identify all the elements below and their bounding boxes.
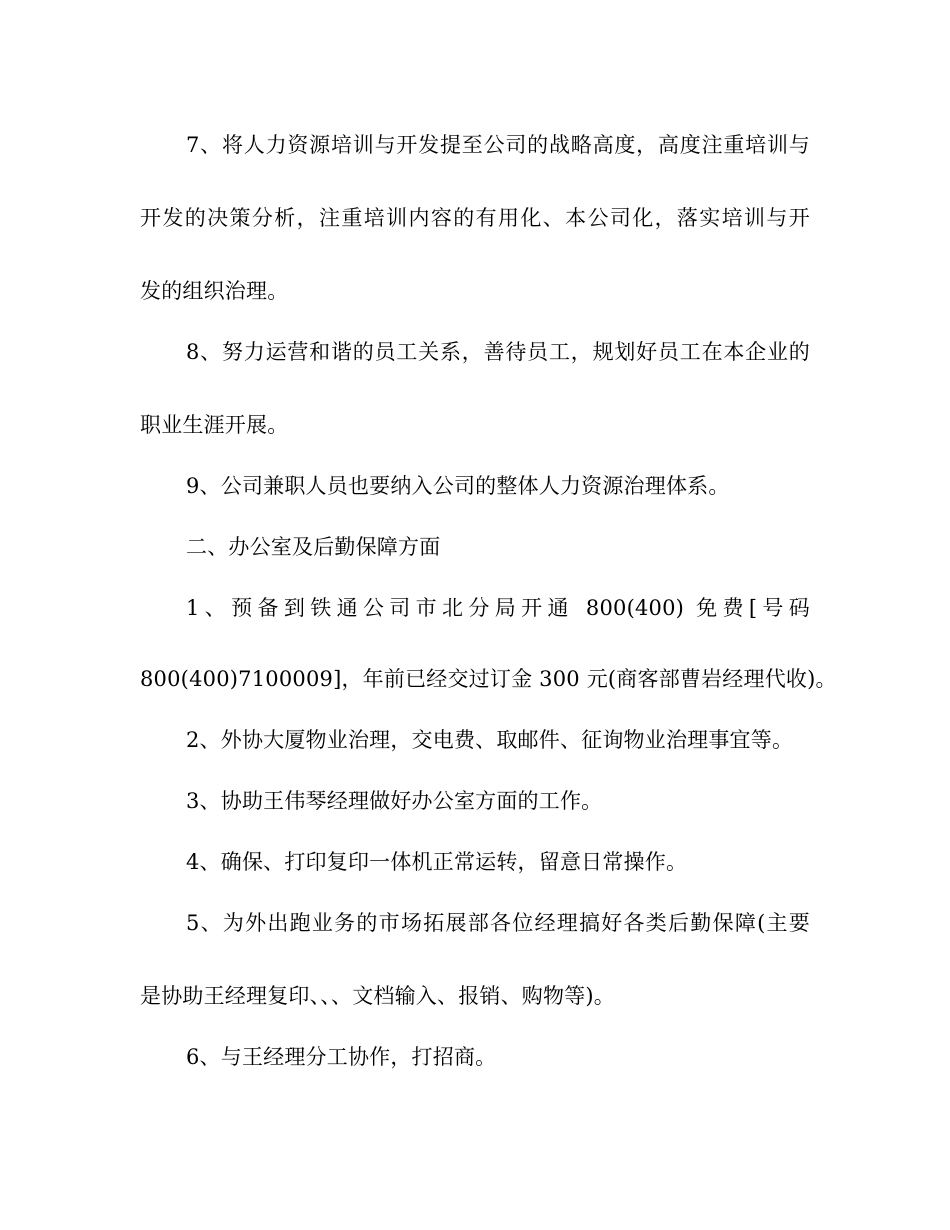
paragraph-line: 9、公司兼职人员也要纳入公司的整体人力资源治理体系。	[186, 474, 730, 498]
paragraph-line: 7、将人力资源培训与开发提至公司的战略高度，高度注重培训与	[186, 133, 810, 157]
paragraph-line: 2、外协大厦物业治理，交电费、取邮件、征询物业治理事宜等。	[186, 728, 794, 752]
paragraph-line: 8、努力运营和谐的员工关系，善待员工，规划好员工在本企业的	[186, 340, 810, 364]
paragraph-line: 3、协助王伟琴经理做好办公室方面的工作。	[186, 789, 603, 813]
paragraph-line: 1、预备到铁通公司市北分局开通 800(400) 免费[号码	[186, 596, 810, 620]
paragraph-line: 发的组织治理。	[140, 279, 289, 303]
section-heading: 二、办公室及后勤保障方面	[186, 535, 441, 559]
paragraph-line: 800(400)7100009]，年前已经交过订金 300 元(商客部曹岩经理代收)。	[140, 667, 837, 691]
paragraph-line: 5、为外出跑业务的市场拓展部各位经理搞好各类后勤保障(主要	[186, 911, 810, 935]
paragraph-line: 开发的决策分析，注重培训内容的有用化、本公司化，落实培训与开	[140, 206, 810, 230]
paragraph-line: 职业生涯开展。	[140, 413, 289, 437]
paragraph-line: 6、与王经理分工协作，打招商。	[186, 1045, 497, 1069]
paragraph-line: 4、确保、打印复印一体机正常运转，留意日常操作。	[186, 850, 688, 874]
paragraph-line: 是协助王经理复印、、、文档输入、报销、购物等)。	[140, 984, 615, 1008]
